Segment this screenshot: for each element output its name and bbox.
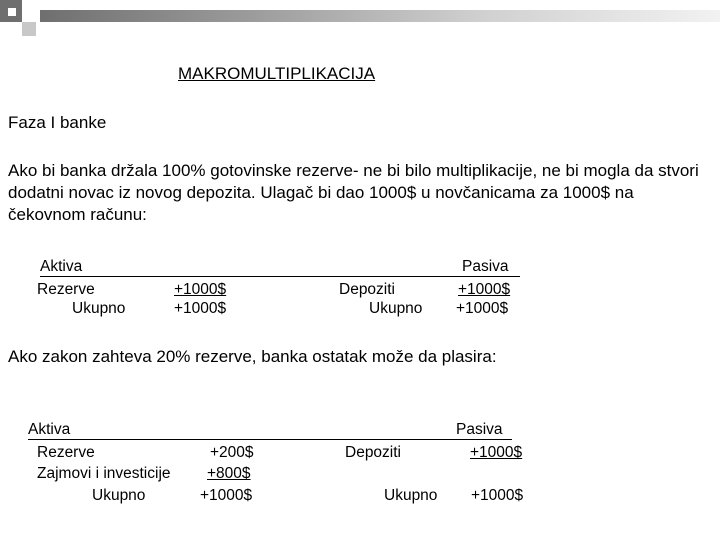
loans-value: +800$ (207, 465, 251, 482)
header-rule (40, 276, 520, 277)
deposits-value: +1000$ (458, 281, 511, 298)
section-heading: Faza I banke (8, 113, 107, 132)
liabilities-header: Pasiva (462, 258, 509, 275)
header-gradient-bar (40, 10, 720, 22)
loans-label: Zajmovi i investicije (37, 465, 171, 482)
assets-header: Aktiva (40, 258, 83, 275)
reserves-label: Rezerve (37, 444, 95, 461)
intro-paragraph: Ako bi banka držala 100% gotovinske rezerve- ne bi bilo multiplikacije, ne bi mogla da stvori dodatni novac iz novog depozita. Ulagač bi dao 1000$ u novčanicama za 1000$ na čekovnom računu: (8, 161, 699, 224)
reserves-value: +1000$ (174, 281, 227, 298)
liabilities-header: Pasiva (456, 421, 503, 438)
total-value-left: +1000$ (200, 487, 253, 504)
total-label-left: Ukupno (92, 487, 146, 504)
deposits-value: +1000$ (470, 444, 523, 461)
reserves-value: +200$ (210, 444, 254, 461)
total-label-left: Ukupno (72, 300, 126, 317)
assets-header: Aktiva (28, 421, 71, 438)
total-label-right: Ukupno (384, 487, 438, 504)
total-value-right: +1000$ (456, 300, 509, 317)
header-rule (28, 439, 512, 440)
slide-title: MAKROMULTIPLIKACIJA (178, 64, 376, 83)
total-value-right: +1000$ (471, 487, 524, 504)
total-value-left: +1000$ (174, 300, 227, 317)
reserve-requirement-note: Ako zakon zahteva 20% rezerve, banka ostatak može da plasira: (8, 347, 497, 366)
deposits-label: Depoziti (339, 281, 395, 298)
deposits-label: Depoziti (345, 444, 401, 461)
reserves-label: Rezerve (37, 281, 95, 298)
total-label-right: Ukupno (369, 300, 423, 317)
decor-square (22, 22, 36, 36)
decor-square (8, 8, 16, 16)
